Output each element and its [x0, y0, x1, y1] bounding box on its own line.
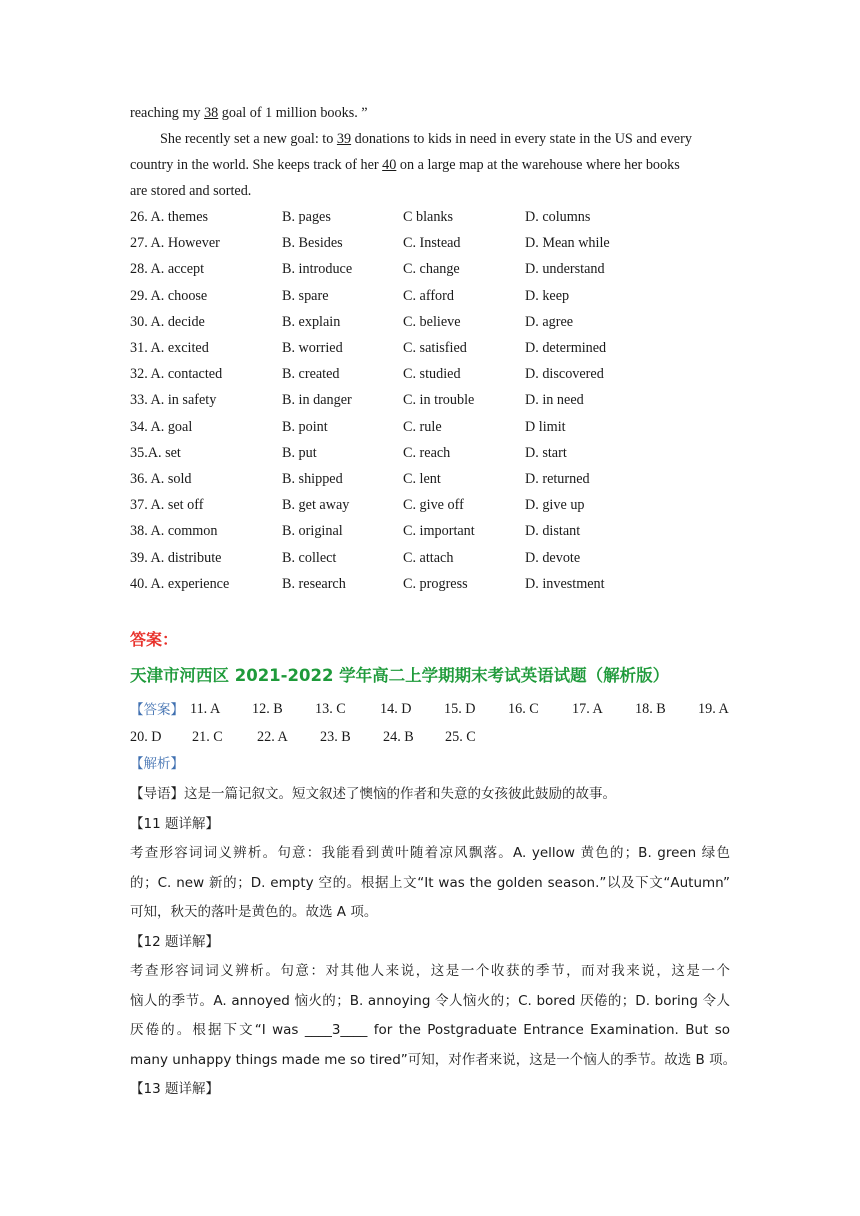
option-choice: C. lent	[403, 471, 441, 487]
q11-line-2: 的；C. new 新的；D. empty 空的。根据上文“It was the golden season.”以及下文“Autumn”	[130, 875, 730, 891]
answer-heading: 答案：	[130, 630, 179, 649]
q12-line-1: 考查形容词词义辨析。句意：对其他人来说，这是一个收获的季节，而对我来说，这是一个	[130, 963, 730, 979]
option-choice: D. devote	[525, 549, 581, 566]
answers-row-1	[130, 699, 730, 719]
answer: 15. D	[444, 701, 476, 717]
option-choice: D. give up	[525, 497, 585, 514]
answer: 13. C	[315, 701, 346, 717]
option-choice: B. research	[282, 575, 346, 592]
option-choice: B. worried	[282, 340, 343, 356]
q11-line-3: 可知，秋天的落叶是黄色的。故选 A 项。	[130, 904, 378, 920]
option-row	[130, 207, 730, 227]
option-choice: D. returned	[525, 471, 590, 487]
q12-heading: 【12 题详解】	[130, 934, 219, 950]
option-choice: C. progress	[403, 575, 468, 592]
text: She recently set a new goal: to	[160, 131, 337, 147]
option-choice: B. collect	[282, 549, 337, 566]
option-row	[130, 521, 730, 541]
option-choice: 35.A. set	[130, 444, 181, 461]
option-choice: C. studied	[403, 366, 461, 383]
answer: 22. A	[257, 729, 288, 745]
option-choice: 27. A. However	[130, 235, 220, 252]
option-choice: C. give off	[403, 497, 464, 514]
option-choice: B. point	[282, 418, 328, 435]
option-row	[130, 364, 730, 384]
option-choice: 32. A. contacted	[130, 366, 223, 383]
option-choice: 28. A. accept	[130, 261, 205, 278]
option-choice: C. satisfied	[403, 340, 467, 356]
q12-line-3: 厌倦的。根据下文“I was ____3____ for the Postgraduate Entrance Examination. But so	[130, 1022, 730, 1038]
option-choice: C. change	[403, 261, 460, 278]
q12-line-4: many unhappy things made me so tired”可知，对作者来说，这是一个恼人的季节。故选 B 项。	[130, 1052, 737, 1068]
option-choice: D. investment	[525, 575, 605, 592]
option-choice: B. get away	[282, 497, 350, 514]
answer: 25. C	[445, 729, 476, 745]
option-choice: B. created	[282, 366, 340, 383]
option-choice: D. Mean while	[525, 235, 610, 252]
option-choice: D. columns	[525, 209, 591, 225]
option-choice: C. believe	[403, 313, 461, 330]
q11-heading: 【11 题详解】	[130, 816, 219, 832]
passage-line-1	[130, 103, 368, 123]
passage-line-2	[160, 129, 692, 149]
option-choice: D. in need	[525, 392, 584, 409]
option-row	[130, 259, 730, 279]
option-row	[130, 469, 730, 489]
option-choice: B. original	[282, 523, 343, 540]
option-row	[130, 390, 730, 410]
answers-label: 【答案】	[130, 702, 184, 718]
option-choice: D limit	[525, 418, 566, 435]
option-choice: C. afford	[403, 287, 454, 304]
option-choice: C. reach	[403, 444, 451, 461]
option-choice: 30. A. decide	[130, 313, 205, 330]
option-choice: 34. A. goal	[130, 418, 193, 435]
option-row	[130, 338, 730, 358]
option-choice: D. agree	[525, 313, 574, 330]
analysis-label: 【解析】	[130, 756, 184, 772]
option-choice: 31. A. excited	[130, 340, 209, 356]
option-choice: B. spare	[282, 287, 329, 304]
option-choice: B. pages	[282, 209, 331, 225]
option-choice: 40. A. experience	[130, 575, 230, 592]
option-choice: 37. A. set off	[130, 497, 204, 514]
option-row	[130, 574, 730, 594]
option-choice: B. Besides	[282, 235, 343, 252]
answer: 21. C	[192, 729, 223, 745]
option-choice: C blanks	[403, 209, 454, 225]
option-choice: C. important	[403, 523, 475, 540]
option-row	[130, 312, 730, 332]
option-row	[130, 417, 730, 437]
blank-number: 38	[204, 105, 219, 121]
option-choice: B. shipped	[282, 471, 343, 487]
option-choice: B. put	[282, 444, 317, 461]
answer: 23. B	[320, 729, 351, 745]
answer: 24. B	[383, 729, 414, 745]
option-choice: B. introduce	[282, 261, 353, 278]
option-choice: D. start	[525, 444, 567, 461]
option-choice: 33. A. in safety	[130, 392, 217, 409]
option-choice: 36. A. sold	[130, 471, 192, 487]
answer: 16. C	[508, 701, 539, 717]
option-choice: D. keep	[525, 287, 570, 304]
answer: 19. A	[698, 701, 729, 717]
option-choice: 29. A. choose	[130, 287, 208, 304]
passage-line-4: are stored and sorted.	[130, 183, 252, 199]
answer: 14. D	[380, 701, 412, 717]
answer: 12. B	[252, 701, 283, 717]
blank-number: 39	[336, 131, 352, 147]
option-choice: D. determined	[525, 340, 607, 356]
answer: 18. B	[635, 701, 666, 717]
answer: 11. A	[190, 701, 221, 717]
option-choice: 38. A. common	[130, 523, 218, 540]
blank-number: 40	[382, 157, 397, 173]
answer: 20. D	[130, 729, 162, 745]
option-choice: C. attach	[403, 549, 454, 566]
text: goal of 1 million books. ”	[218, 105, 368, 121]
option-choice: 26. A. themes	[130, 209, 209, 225]
option-row	[130, 233, 730, 253]
option-choice: D. understand	[525, 261, 605, 278]
option-row	[130, 443, 730, 463]
document-title: 天津市河西区 2021-2022 学年高二上学期期末考试英语试题（解析版）	[130, 666, 670, 685]
option-choice: C. rule	[403, 418, 442, 435]
option-choice: B. explain	[282, 313, 341, 330]
option-choice: D. distant	[525, 523, 581, 540]
passage-line-3	[130, 155, 680, 175]
option-row	[130, 286, 730, 306]
answers-row-2	[130, 727, 730, 747]
option-choice: C. Instead	[403, 235, 461, 252]
text: country in the world. She keeps track of her	[130, 157, 383, 173]
text: reaching my	[130, 105, 205, 121]
option-choice: D. discovered	[525, 366, 604, 383]
option-choice: C. in trouble	[403, 392, 475, 409]
intro-text: 【导语】这是一篇记叙文。短文叙述了懊恼的作者和失意的女孩彼此鼓励的故事。	[130, 786, 616, 802]
q12-line-2: 恼人的季节。A. annoyed 恼火的；B. annoying 令人恼火的；C. bored 厌倦的；D. boring 令人	[130, 993, 730, 1009]
q11-line-1: 考查形容词词义辨析。句意：我能看到黄叶随着凉风飘落。A. yellow 黄色的；B. green 绿色	[130, 845, 730, 861]
option-row	[130, 548, 730, 568]
text: on a large map at the warehouse where her books	[396, 157, 680, 173]
option-choice: 39. A. distribute	[130, 549, 222, 566]
option-choice: B. in danger	[282, 392, 352, 409]
answer: 17. A	[572, 701, 603, 717]
option-row	[130, 495, 730, 515]
q13-heading: 【13 题详解】	[130, 1081, 219, 1097]
text: donations to kids in need in every state in the US and every	[351, 131, 692, 147]
